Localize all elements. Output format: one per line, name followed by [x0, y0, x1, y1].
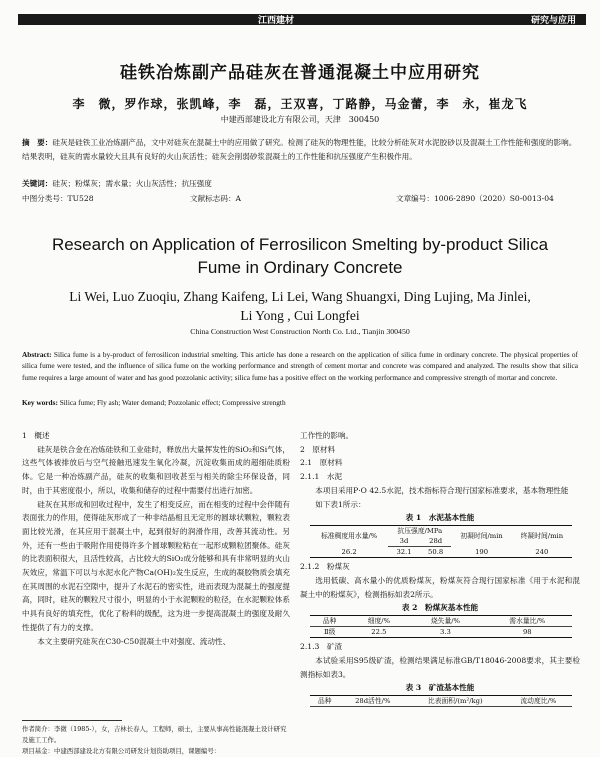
- section-2-1-2-heading: 2.1.2 粉煤灰: [300, 562, 350, 572]
- table-header-cell: 流动度比/%: [505, 696, 572, 707]
- table-cell: 98: [483, 627, 572, 638]
- table-header-cell: 细度/%: [349, 616, 408, 627]
- table-1: [310, 525, 572, 558]
- table-cell: Ⅱ级: [310, 627, 349, 638]
- footnote-project-fund: 项目基金：中建西部建设北方有限公司研发计划资助项目，课题编号：: [22, 747, 221, 755]
- table-3: [310, 695, 572, 707]
- body-right-column: [300, 429, 580, 709]
- english-keywords-text: Silica fume; Fly ash; Water demand; Pozzolanic effect; Compressive strength: [59, 398, 286, 407]
- table-header-cell: 烧失量/%: [408, 616, 482, 627]
- body-left-column: [22, 429, 290, 648]
- table-subheader-cell: 28d: [420, 536, 452, 547]
- table-row: [310, 547, 572, 558]
- table-cell: 22.5: [349, 627, 408, 638]
- table-cell: 50.8: [420, 547, 452, 558]
- table-header-cell: 品种: [310, 696, 340, 707]
- table-header-cell: 抗压强度/MPa: [388, 526, 451, 537]
- running-header-bar: [18, 14, 586, 25]
- section-2-1-1-paragraph: 本项目采用P·O 42.5水泥，技术指标符合现行国家标准要求，基本物理性能: [315, 485, 569, 495]
- table-header-cell: 28d活性/%: [340, 696, 406, 707]
- table-2-caption: 表 2 粉煤灰基本性能: [401, 603, 479, 613]
- english-authors-line-1: Li Wei, Luo Zuoqiu, Zhang Kaifeng, Li Lei, Wang Shuangxi, Ding Lujing, Ma Jinlei,: [69, 289, 531, 304]
- english-keywords-label: Key words:: [22, 398, 58, 407]
- english-authors-line-2: Li Yong , Cui Longfei: [240, 308, 360, 323]
- section-2-1-1-heading: 2.1.1 水泥: [300, 472, 343, 482]
- chinese-title: 硅铁冶炼副产品硅灰在普通混凝土中应用研究: [120, 63, 480, 83]
- section-2-1-2-paragraph: 选用低碳、高水量小的优质粉煤灰，粉煤灰符合现行国家标准《用于水泥和混凝土中的粉煤灰》，检测指标如表2所示。: [300, 575, 580, 599]
- footnote-rule: [22, 720, 122, 721]
- footnote: [22, 724, 290, 757]
- table-header-cell: 品种: [310, 616, 349, 627]
- article-number: 文章编号：1006-2890（2020）S0-0013-04: [396, 194, 554, 203]
- english-abstract: [22, 349, 578, 383]
- section-1-paragraph-3: 本文主要研究硅灰在C30-C50混凝土中对强度、流动性、: [37, 636, 231, 646]
- table-cell: 26.2: [310, 547, 388, 558]
- journal-name: 江西建材: [258, 16, 295, 26]
- section-2-1-3-paragraph: 本试验采用S95级矿渣，检测结果满足标准GB/T18046-2008要求，其主要检测指标如表3。: [300, 656, 580, 679]
- chinese-keywords-label: 关键词：: [22, 179, 53, 188]
- chinese-keywords: [22, 178, 577, 189]
- table-3-caption: 表 3 矿渣基本性能: [405, 683, 475, 693]
- section-1-paragraph-1: 硅灰是铁合金在冶炼硅铁和工业硅时，释放出大量挥发性的SiO₂和Si气体，这些气体被排放后与空气接触迅速发生氧化冷凝，沉淀收集而成的超细硅质粉体。它是一种冶炼副产品，硅灰的收集和回收甚至与相关的除尘环保设备，同时，由于其密度很小，所以，收集和储存的过程中需要付出进行加密。: [22, 444, 290, 495]
- table-header-cell: 需水量比/%: [483, 616, 572, 627]
- chinese-affiliation: 中建西部建设北方有限公司，天津 300450: [220, 115, 380, 124]
- table-1-caption: 表 1 水泥基本性能: [405, 513, 475, 523]
- table-header-cell: 终凝时间/min: [512, 526, 572, 547]
- section-2-heading: 2 原材料: [300, 444, 336, 454]
- english-abstract-label: Abstract:: [22, 350, 52, 359]
- chinese-authors: 李 微，罗作球，张凯峰，李 磊，王双喜，丁路静，马金蕾，李 永，崔龙飞: [72, 97, 528, 111]
- table-2: [310, 615, 572, 638]
- section-1-heading: 1 概述: [22, 431, 50, 440]
- english-affiliation: China Construction West Construction North Co. Ltd., Tianjin 300450: [190, 327, 410, 336]
- english-title-line-2: Fume in Ordinary Concrete: [197, 258, 403, 277]
- table-cell: 32.1: [388, 547, 420, 558]
- section-2-1-3-heading: 2.1.3 矿渣: [300, 642, 343, 652]
- table-header-cell: 比表面积/(m²/kg): [406, 696, 505, 707]
- table-header-cell: 标准稠度用水量/%: [310, 526, 388, 547]
- chinese-keywords-text: 硅灰；粉煤灰；需水量；火山灰活性；抗压强度: [52, 179, 212, 188]
- table-subheader-cell: 3d: [388, 536, 420, 547]
- english-keywords: [22, 398, 578, 407]
- section-2-1-1-paragraph-2: 如下表1所示：: [315, 499, 366, 509]
- table-row: [310, 627, 572, 638]
- english-title-line-1: Research on Application of Ferrosilicon Smelting by-product Silica: [51, 235, 549, 254]
- english-authors: [0, 287, 600, 325]
- english-title: [0, 233, 600, 279]
- section-1-paragraph-3-continued: 工作性的影响。: [300, 431, 354, 440]
- section-name: 研究与应用: [530, 16, 576, 26]
- footnote-author-bio: 作者简介：李微（1985-），女，吉林长春人，工程师，硕士，主要从事高性能混凝土设计研究及施工工作。: [22, 725, 287, 744]
- table-cell: 240: [512, 547, 572, 558]
- chinese-abstract: [22, 136, 577, 164]
- table-cell: 190: [451, 547, 511, 558]
- chinese-abstract-label: 摘 要：: [22, 138, 53, 147]
- section-1-paragraph-2: 硅灰在其形成和回收过程中，发生了相变反应，而在相变的过程中会伴随有表面张力的作用，使得硅灰形成了一种非结晶相且无定形的圆球状颗粒，颗粒表面比较光滑，在其应用于混凝土中，起到很好的润滑作用，改善其流动性。另外，还有一些由于吸附作用使得许多个圆球颗粒粘在一起形成颗粒团聚体。硅灰的比表面积很大，且活性较高，占比较大的SiO₂成分能够和具有非常明显的火山灰效应，常温下可以与水泥水化产物Ca(OH)₂发生反应，生成的凝胶物质会填充在其周围的水泥石空隙中，提升了水泥石的密实性，进而表现为混凝土的强度提高，同时，硅灰的颗粒尺寸很小，明显的小于水泥颗粒的粒径，在水泥颗粒体系中具有良好的填充性，优化了粉料的级配，这为进一步提高混凝土的强度及耐久性提供了有力的支撑。: [22, 499, 290, 632]
- clc-number: 中图分类号：TU528: [22, 194, 94, 203]
- table-header-cell: 初凝时间/min: [451, 526, 511, 547]
- document-code: 文献标志码：A: [190, 194, 242, 203]
- table-cell: 3.3: [408, 627, 482, 638]
- english-abstract-text: Silica fume is a by-product of ferrosilicon industrial smelting. This article has done a research on the application of silica fume in ordinary concrete. The physical properties of silica fume were tested, and the influence of silica fume on the working performance and strength of cement mortar and concrete was compared and analyzed. The results show that silica fume requires a large amount of water and has good pozzolanic activity; silica fume has a positive effect on the working performance and compressive strength of mortar and concrete.: [22, 350, 578, 382]
- chinese-abstract-text: 硅灰是硅铁工业冶炼副产品，文中对硅灰在混凝土中的应用做了研究。检测了硅灰的物理性能，比较分析硅灰对水泥胶砂以及混凝土工作性能和强度的影响。结果表明，硅灰的需水量较大且具有良好的火山灰活性；硅灰会削弱砂浆混凝土的工作性能和抗压强度产生积极作用。: [22, 138, 577, 161]
- section-2-1-heading: 2.1 原材料: [300, 458, 343, 468]
